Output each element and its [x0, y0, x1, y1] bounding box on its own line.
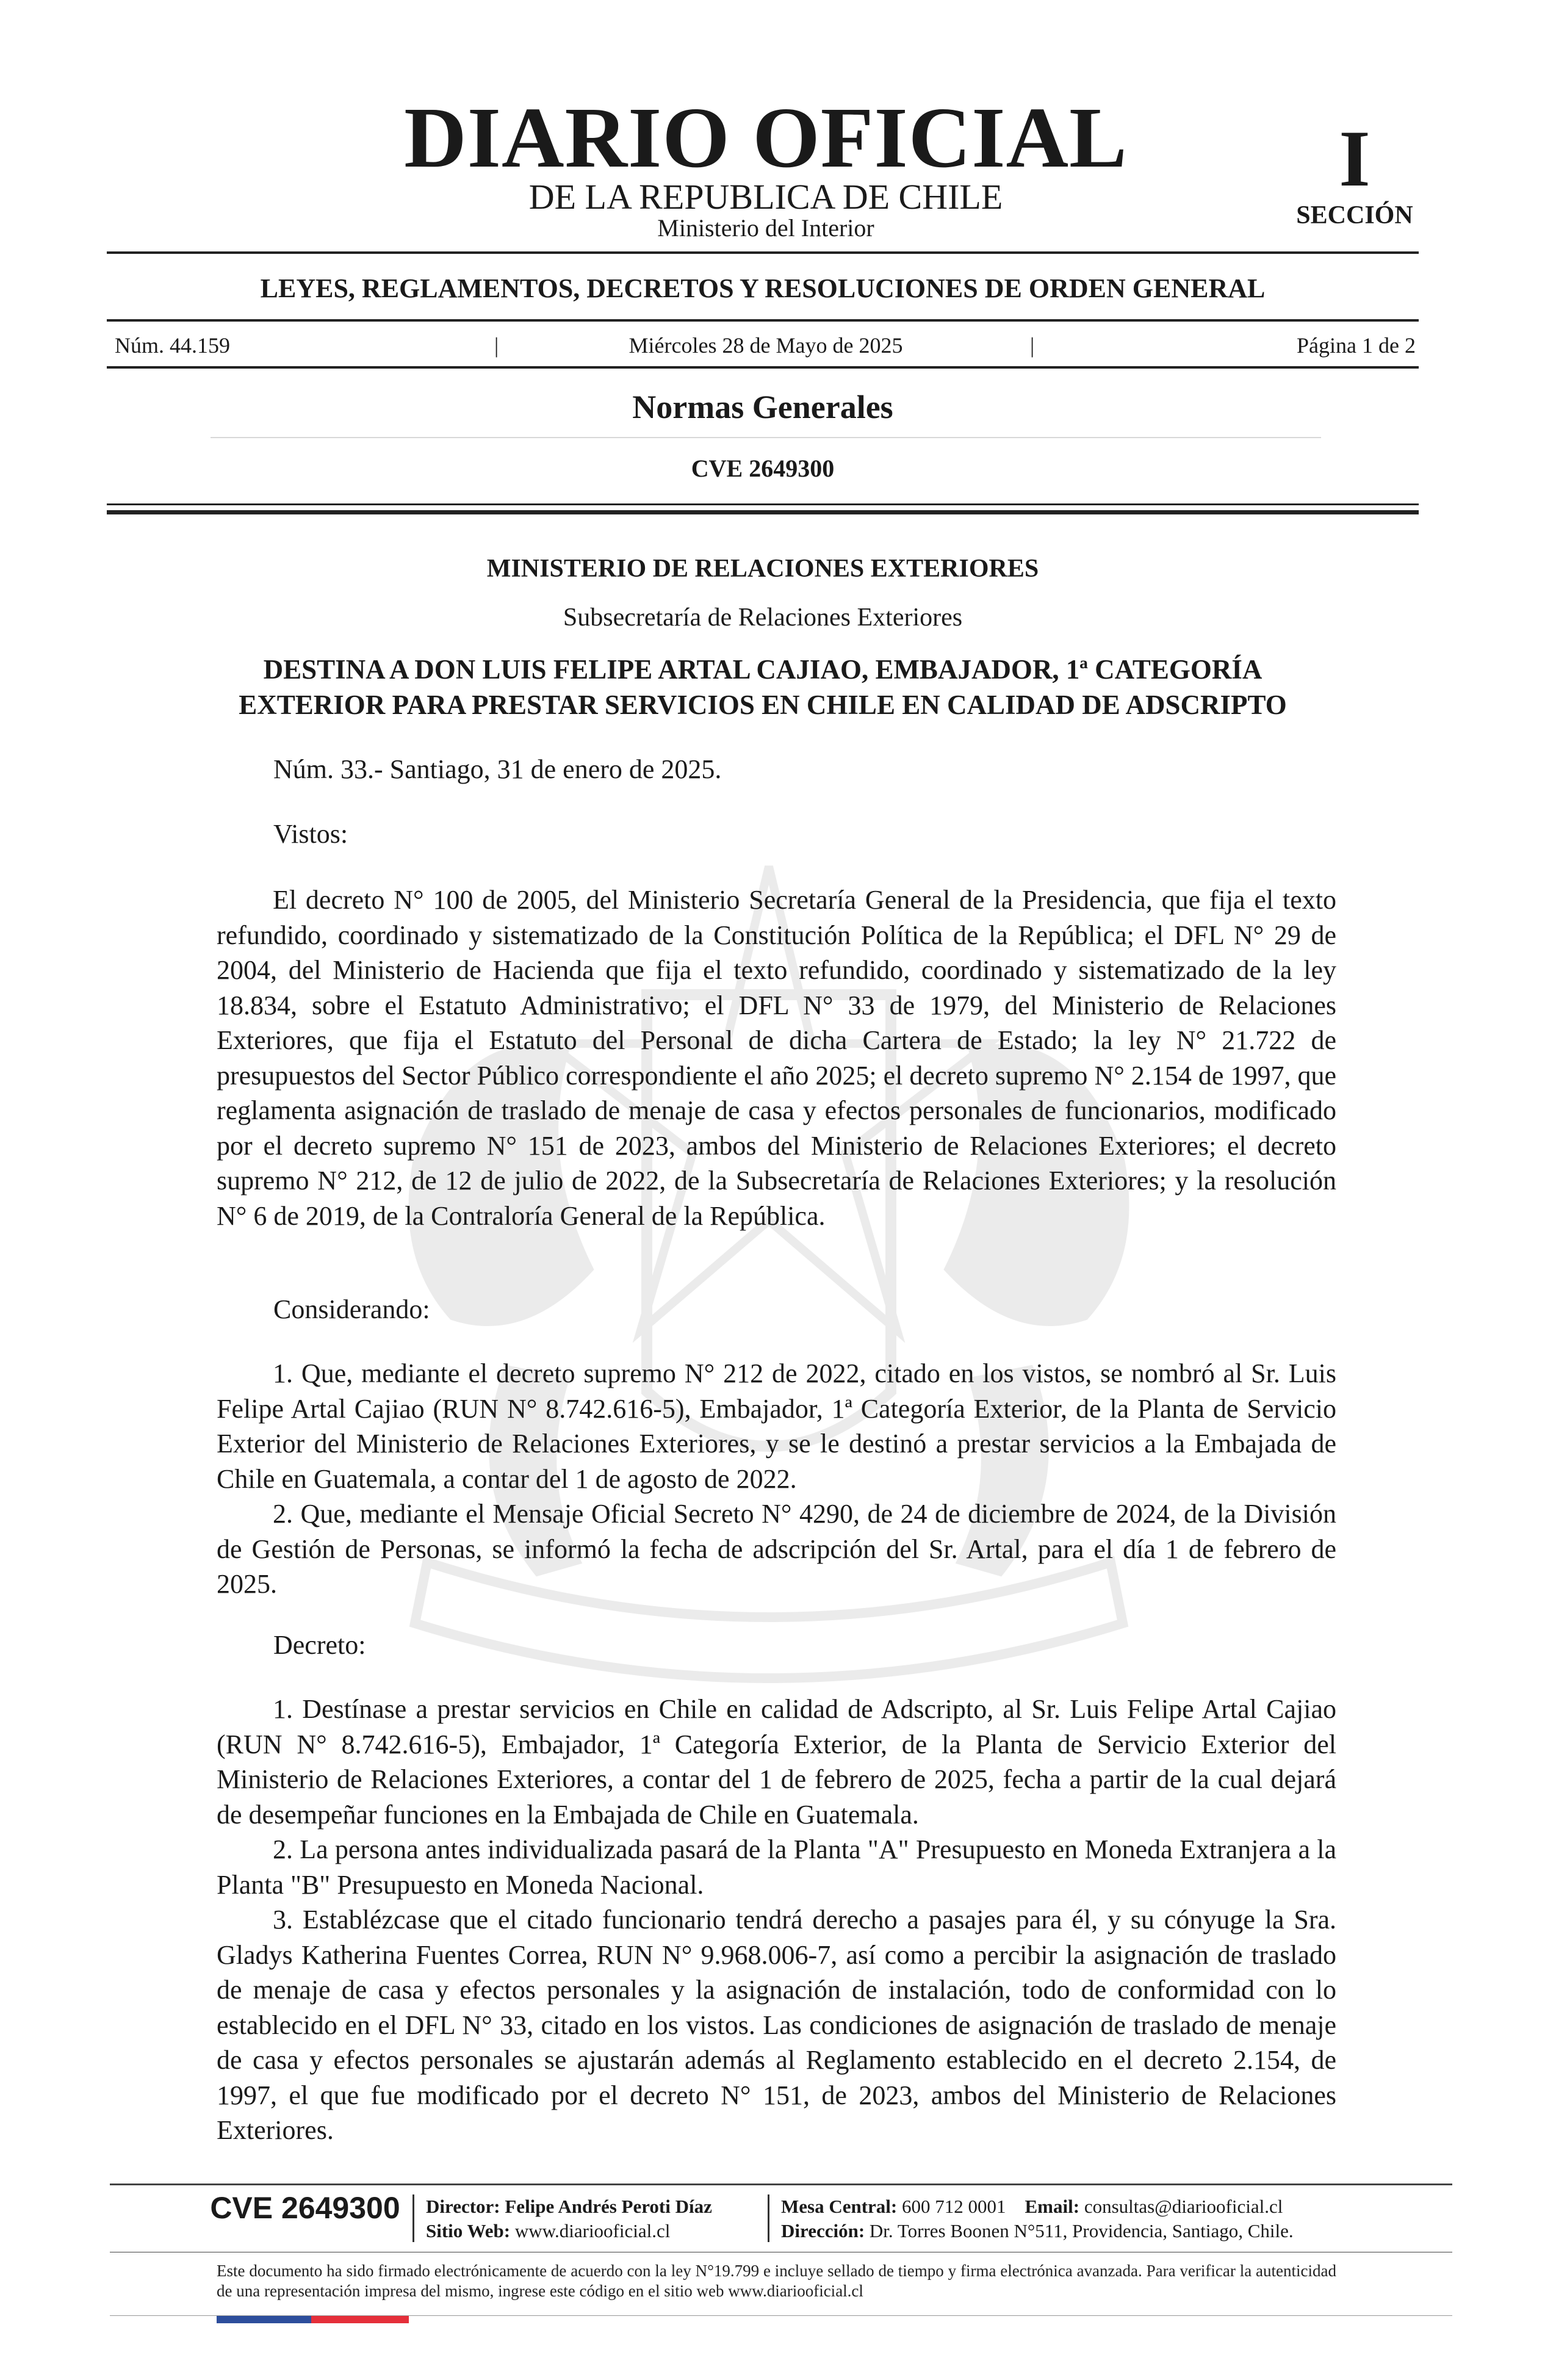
vistos-heading: Vistos:: [273, 819, 348, 849]
masthead-ministry: Ministerio del Interior: [657, 214, 874, 242]
double-rule-bottom: [107, 510, 1419, 514]
subsecretaria: Subsecretaría de Relaciones Exteriores: [563, 604, 963, 632]
footer-divider: [768, 2194, 769, 2242]
decreto-article-2: 2. La persona antes individualizada pasará de la Planta "A" Presupuesto en Moneda Extranjera a la Planta "B" Presupuesto en Moneda Nacional.: [217, 1834, 1336, 1900]
issuing-ministry: MINISTERIO DE RELACIONES EXTERIORES: [486, 555, 1039, 583]
considerando-2: 2. Que, mediante el Mensaje Oficial Secreto N° 4290, de 24 de diciembre de 2024, de la División de Gestión de Personas, se informó la fecha de adscripción del Sr. Artal, para el día 1 de febrero de 2025.: [217, 1499, 1336, 1599]
section-number: I: [1339, 114, 1371, 203]
flag-stripe-blue: [217, 2316, 311, 2323]
info-rule: [107, 366, 1419, 369]
headline-line-2: EXTERIOR PARA PRESTAR SERVICIOS EN CHILE EN CALIDAD DE ADSCRIPTO: [239, 690, 1287, 720]
considerando-1: 1. Que, mediante el decreto supremo N° 212 de 2022, citado en los vistos, se nombró al Sr. Luis Felipe Artal Cajiao (RUN N° 8.742.616-5), Embajador, 1ª Categoría Exterior, de la Planta de Servicio Exterior del Ministerio de Relaciones Exteriores, y se le destinó a prestar servicios a la Embajada de Chile en Guatemala, a contar del 1 de agosto de 2022.: [217, 1358, 1336, 1494]
footer-contact: Mesa Central: 600 712 0001 Email: consultas@diariooficial.cl: [781, 2196, 1283, 2217]
category-rule: [211, 437, 1321, 438]
decreto-heading: Decreto:: [273, 1630, 366, 1660]
footer-cve: CVE 2649300: [210, 2191, 400, 2225]
section-label: SECCIÓN: [1296, 201, 1413, 229]
headline-line-1: DESTINA A DON LUIS FELIPE ARTAL CAJIAO, EMBAJADOR, 1ª CATEGORÍA: [263, 654, 1262, 685]
cve-code: CVE 2649300: [691, 455, 835, 482]
footer-director: Director: Felipe Andrés Peroti Díaz: [426, 2196, 712, 2217]
category-heading: Normas Generales: [632, 389, 893, 425]
legal-note: Este documento ha sido firmado electrónicamente de acuerdo con la ley N°19.799 e incluye sellado de tiempo y firma electrónica avanzada. Para verificar la autenticidad de una representación impresa del mismo, ingrese este código en el sitio web www.diariooficial.cl: [217, 2262, 1336, 2300]
decree-number: Núm. 33.- Santiago, 31 de enero de 2025.: [273, 754, 722, 784]
info-separator: |: [1030, 333, 1035, 358]
footer-rule-top: [110, 2183, 1452, 2185]
footer-address: Dirección: Dr. Torres Boonen N°511, Providencia, Santiago, Chile.: [781, 2220, 1294, 2241]
footer-divider: [412, 2194, 414, 2242]
website-link[interactable]: www.diariooficial.cl: [514, 2220, 671, 2241]
decreto-article-1: 1. Destínase a prestar servicios en Chile en calidad de Adscripto, al Sr. Luis Felipe Artal Cajiao (RUN N° 8.742.616-5), Embajador, 1ª Categoría Exterior, de la Planta de Servicio Exterior del Ministerio de Relaciones Exteriores, a contar del 1 de febrero de 2025, fecha a partir de la cual dejará de desempeñar funciones en la Embajada de Chile en Guatemala.: [217, 1694, 1336, 1830]
band-rule: [107, 319, 1419, 322]
issue-number: Núm. 44.159: [115, 333, 230, 358]
info-separator: |: [494, 333, 499, 358]
considerando-heading: Considerando:: [273, 1294, 430, 1324]
masthead-subtitle: DE LA REPUBLICA DE CHILE: [528, 177, 1003, 217]
footer-website: Sitio Web: www.diariooficial.cl: [426, 2220, 671, 2241]
email-link[interactable]: consultas@diariooficial.cl: [1084, 2196, 1283, 2217]
decreto-article-3: 3. Establézcase que el citado funcionario tendrá derecho a pasajes para él, y su cónyuge la Sra. Gladys Katherina Fuentes Correa, RUN N° 9.968.006-7, así como a percibir la asignación de traslado de menaje de casa y efectos personales y la asignación de instalación, todo de conformidad con lo establecido en el DFL N° 33, citado en los vistos. Las condiciones de asignación de traslado de menaje de casa y efectos personales se ajustarán además al Reglamento establecido en el decreto 2.154, de 1997, el que fue modificado por el decreto N° 151, de 2023, ambos del Ministerio de Relaciones Exteriores.: [217, 1905, 1336, 2145]
band-title: LEYES, REGLAMENTOS, DECRETOS Y RESOLUCIONES DE ORDEN GENERAL: [260, 273, 1266, 303]
masthead-title: DIARIO OFICIAL: [404, 89, 1128, 186]
vistos-paragraph: [217, 882, 1336, 1233]
page-indicator: Página 1 de 2: [1297, 333, 1416, 358]
flag-stripe-red: [311, 2316, 409, 2323]
double-rule-top: [107, 503, 1419, 505]
decree-headline: [183, 652, 1342, 723]
vistos-text: El decreto N° 100 de 2005, del Ministerio Secretaría General de la Presidencia, que fija el texto refundido, coordinado y sistematizado de la Constitución Política de la República; el DFL N° 29 de 2004, del Ministerio de Hacienda que fija el texto refundido, coordinado y sistematizado de la ley 18.834, sobre el Estatuto Administrativo; el DFL N° 33 de 1979, del Ministerio de Relaciones Exteriores, que fija el Estatuto del Personal de dicha Cartera de Estado; la ley N° 21.722 de presupuestos del Sector Público correspondiente el año 2025; el decreto supremo N° 2.154 de 1997, que reglamenta asignación de traslado de menaje de casa y efectos personales de funcionarios, modificado por el decreto supremo N° 151 de 2023, ambos del Ministerio de Relaciones Exteriores; el decreto supremo N° 212, de 12 de julio de 2022, de la Subsecretaría de Relaciones Exteriores; y la resolución N° 6 de 2019, de la Contraloría General de la República.: [217, 885, 1336, 1231]
masthead-rule: [107, 251, 1419, 254]
issue-date: Miércoles 28 de Mayo de 2025: [629, 333, 903, 358]
